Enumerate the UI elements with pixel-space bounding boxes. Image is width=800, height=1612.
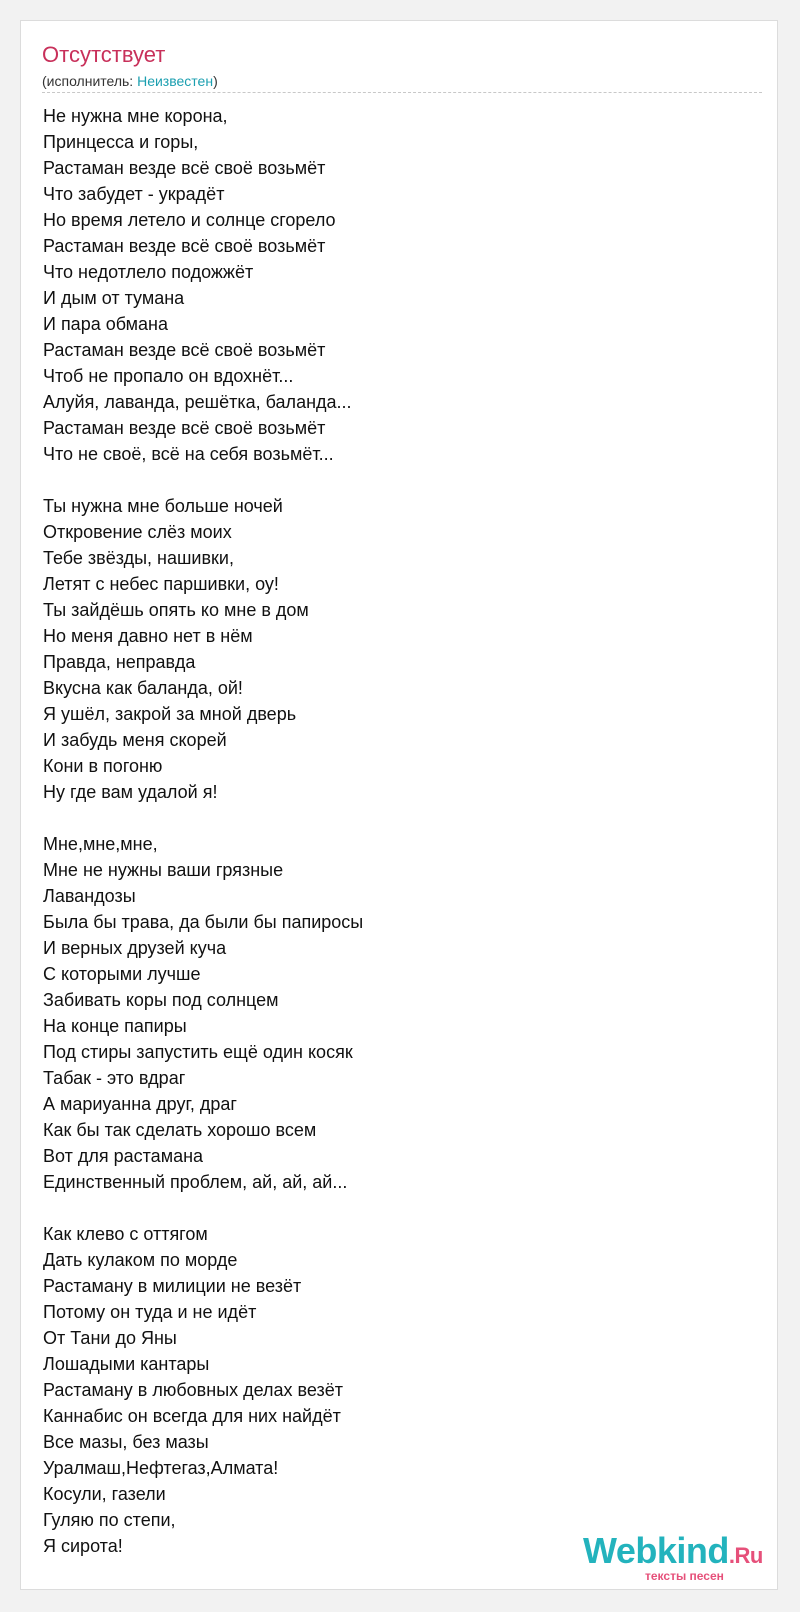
lyric-line: Я сирота!: [43, 1536, 123, 1556]
stanza-gap: [43, 1195, 743, 1221]
stanza-gap: [43, 467, 743, 493]
lyric-line: Гуляю по степи,: [43, 1510, 176, 1530]
lyric-line: Ты нужна мне больше ночей: [43, 496, 283, 516]
lyric-line: Я ушёл, закрой за мной дверь: [43, 704, 297, 724]
lyric-line: Забивать коры под солнцем: [43, 990, 279, 1010]
lyric-line: И верных друзей куча: [43, 938, 227, 958]
lyric-line: С которыми лучше: [43, 964, 201, 984]
lyric-line: Растаман везде всё своё возьмёт: [43, 236, 326, 256]
stanza-gap: [43, 805, 743, 831]
lyric-line: От Тани до Яны: [43, 1328, 177, 1348]
logo-tagline: тексты песен: [645, 1569, 724, 1583]
lyric-line: Правда, неправда: [43, 652, 196, 672]
lyric-line: Не нужна мне корона,: [43, 106, 228, 126]
lyric-line: На конце папиры: [43, 1016, 187, 1036]
lyric-line: Растаман везде всё своё возьмёт: [43, 340, 326, 360]
lyric-line: Табак - это вдраг: [43, 1068, 186, 1088]
lyric-line: И дым от тумана: [43, 288, 185, 308]
lyric-line: Ну где вам удалой я!: [43, 782, 218, 802]
title-divider: [42, 92, 762, 93]
logo-suffix: .Ru: [728, 1543, 763, 1568]
lyric-line: Растаману в любовных делах везёт: [43, 1380, 344, 1400]
lyric-line: Алуйя, лаванда, решётка, баланда...: [43, 392, 352, 412]
lyric-line: Ты зайдёшь опять ко мне в дом: [43, 600, 309, 620]
lyric-line: Кони в погоню: [43, 756, 163, 776]
lyrics-card: [20, 20, 778, 1590]
lyric-line: Как клево с оттягом: [43, 1224, 208, 1244]
artist-line: [42, 72, 218, 90]
artist-suffix: ): [213, 73, 218, 89]
lyric-line: Была бы трава, да были бы папиросы: [43, 912, 364, 932]
lyric-line: Каннабис он всегда для них найдёт: [43, 1406, 341, 1426]
lyric-line: Растаман везде всё своё возьмёт: [43, 158, 326, 178]
lyric-line: Как бы так сделать хорошо всем: [43, 1120, 317, 1140]
lyric-line: Мне,мне,мне,: [43, 834, 158, 854]
lyric-line: Летят с небес паршивки, оу!: [43, 574, 279, 594]
webkind-logo[interactable]: [583, 1531, 773, 1583]
lyric-line: Дать кулаком по морде: [43, 1250, 238, 1270]
lyric-line: Потому он туда и не идёт: [43, 1302, 257, 1322]
lyric-line: Принцесса и горы,: [43, 132, 199, 152]
lyric-line: Косули, газели: [43, 1484, 166, 1504]
lyric-line: Но время летело и солнце сгорело: [43, 210, 336, 230]
lyrics-text: [43, 103, 743, 1559]
lyric-line: Что недотлело подожжёт: [43, 262, 254, 282]
lyric-line: Под стиры запустить ещё один косяк: [43, 1042, 353, 1062]
lyric-line: И пара обмана: [43, 314, 168, 334]
lyric-line: Лошадыми кантары: [43, 1354, 210, 1374]
lyric-line: Откровение слёз моих: [43, 522, 232, 542]
lyric-line: Чтоб не пропало он вдохнёт...: [43, 366, 294, 386]
lyric-line: Все мазы, без мазы: [43, 1432, 209, 1452]
artist-link[interactable]: Неизвестен: [137, 73, 214, 89]
lyric-line: А мариуанна друг, драг: [43, 1094, 237, 1114]
lyric-line: Лавандозы: [43, 886, 136, 906]
song-title: Отсутствует: [42, 42, 166, 67]
lyric-line: Растаман везде всё своё возьмёт: [43, 418, 326, 438]
lyric-line: Тебе звёзды, нашивки,: [43, 548, 234, 568]
lyric-line: И забудь меня скорей: [43, 730, 227, 750]
artist-prefix: (исполнитель:: [42, 73, 138, 89]
lyric-line: Вот для растамана: [43, 1146, 204, 1166]
lyric-line: Что не своё, всё на себя возьмёт...: [43, 444, 334, 464]
lyric-line: Что забудет - украдёт: [43, 184, 225, 204]
lyric-line: Растаману в милиции не везёт: [43, 1276, 302, 1296]
lyric-line: Мне не нужны ваши грязные: [43, 860, 284, 880]
lyric-line: Уралмаш,Нефтегаз,Алмата!: [43, 1458, 279, 1478]
lyric-line: Но меня давно нет в нём: [43, 626, 253, 646]
lyric-line: Единственный проблем, ай, ай, ай...: [43, 1172, 348, 1192]
lyric-line: Вкусна как баланда, ой!: [43, 678, 243, 698]
logo-main-text: Webkind: [583, 1530, 729, 1571]
